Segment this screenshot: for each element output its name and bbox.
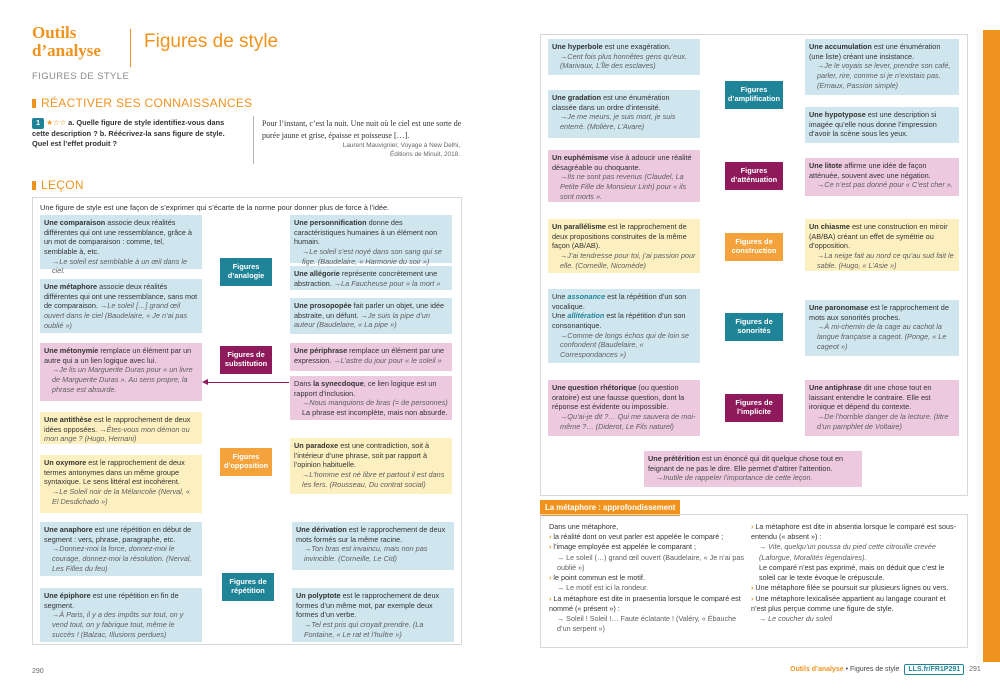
term: Un chiasme [809, 222, 850, 231]
def-prosopopee [290, 298, 452, 334]
exercise-question [32, 118, 242, 150]
heading-marker [32, 181, 36, 190]
m-example: → Le coucher du soleil [759, 613, 833, 623]
label-construction: Figures de construction [725, 233, 783, 261]
lls-link[interactable]: LLS.fr/FR1P291 [904, 664, 964, 675]
def: est le rapprochement de mots aux sonorités proches. [809, 303, 949, 322]
def-allegorie [290, 266, 452, 290]
quote-source-1: Laurent Mauvignier, Voyage à New Delhi, [342, 142, 460, 149]
def-litote [805, 158, 959, 196]
example: →J’ai tendresse pour toi, j’ai passion pour elle. (Corneille, Nicomède) [560, 250, 696, 270]
page-number-right: 291 [969, 666, 981, 673]
example: →Je me meurs, je suis mort, je suis enterré. (Molière, L’Avare) [560, 112, 676, 131]
footer-section: Outils d’analyse [790, 666, 844, 673]
pre: Dans [294, 379, 314, 388]
def: dit une chose tout en laissant entendre le contraire. Elle est ironique et dépend du contexte. [809, 383, 932, 412]
def: remplace un élément par un autre qui a un lien logique avec lui. [44, 346, 192, 365]
m-line: › La métaphore est dite in absentia lorsque le comparé est sous-entendu (« absent ») : [751, 522, 956, 542]
def: , ce lien logique est un rapport d’inclusion. [294, 379, 437, 398]
title-line-2: d’analyse [32, 40, 101, 60]
def-synecdoque [290, 376, 452, 420]
term: Une prosopopée [294, 301, 352, 310]
example: →Ils ne sont pas revenus (Claudel, La Petite Fille de Monsieur Linh) pour « ils sont morts ». [560, 172, 687, 201]
example: →À mi-chemin de la cage au cachot la langue française a cageot. (Ponge, « Le cageot ») [817, 322, 947, 351]
def-gradation [548, 90, 700, 138]
term: Une métonymie [44, 346, 99, 355]
def-derivation [292, 522, 454, 570]
label-analogie: Figures d’analogie [220, 258, 272, 286]
lecon-heading-text: LEÇON [41, 178, 84, 192]
label-substitution: Figures de substitution [220, 346, 272, 374]
def: est une description si imagée qu’elle nous donne l’impression d’avoir la scène sous les yeux. [809, 110, 937, 139]
label-opposition: Figures d’opposition [220, 448, 272, 476]
m-line: Le comparé n’est pas exprimé, mais on déduit que c’est le soleil car le texte évoque le crépuscule. [759, 562, 945, 583]
example: →Êtes-vous mon démon ou mon ange ? (Hugo, Hernani) [44, 424, 190, 444]
heading-marker [32, 99, 36, 108]
def: vise à adoucir une réalité désagréable ou choquante. [552, 153, 692, 172]
header-divider [130, 29, 131, 67]
term: Une personnification [294, 218, 367, 227]
def: est le rapprochement de deux idées opposées. [44, 415, 191, 434]
label-repetition: Figures de répétition [222, 573, 274, 601]
def: est une construction en miroir (AB/BA) créant un effet de symétrie ou d’opposition. [809, 222, 948, 251]
example: →Donnez-moi la force, donnez-moi le courage, donnez-moi la résolution. (Nerval, Les Filles du feu) [52, 544, 192, 573]
pre: Une [552, 311, 568, 321]
example: →À Paris, il y a des impôts sur tout, on y vend tout, on y fabrique tout, même le succès ! (Balzac, Illusions perdues) [52, 610, 184, 639]
m-example: → Le motif est ici la rondeur. [557, 583, 649, 593]
term: Un euphémisme [552, 153, 609, 162]
def: est le rapprochement de deux formes d’un même mot, par exemple deux formes d’un verbe. [296, 591, 440, 620]
def: est le rapprochement de deux termes antonymes dans un même groupe syntaxique. Le sens littéral est incohérent. [44, 458, 185, 487]
def-oxymore [40, 455, 202, 513]
def-periphrase [290, 343, 452, 371]
def-antiphrase [805, 380, 959, 436]
m-line: › la réalité dont on veut parler est appelée le comparé ; [549, 532, 724, 542]
example: →Je lis un Marguerite Duras pour « un livre de Marguerite Duras ». Au sens propre, la phrase est absurde. [52, 365, 193, 394]
term: Un polyptote [296, 591, 341, 600]
reactiver-heading [32, 96, 252, 112]
def-paradoxe [290, 438, 452, 494]
m-example: → Le soleil (…) grand œil ouvert (Baudelaire, « Je n’ai pas oublié ») [557, 552, 744, 572]
quote-source-2: Éditions de Minuit, 2018. [390, 150, 460, 158]
page-number-left: 290 [32, 668, 44, 675]
term: Une dérivation [296, 525, 347, 534]
quote-source [300, 142, 460, 160]
def-antithese [40, 412, 202, 444]
label-amplification: Figures d’amplification [725, 81, 783, 109]
lecon-heading [32, 178, 84, 194]
example: →Le soleil est semblable à un œil dans le ciel. [52, 256, 188, 276]
def-hypotypose [805, 107, 959, 143]
def: associe deux réalités différentes qui ont une ressemblance, grâce à un mot de comparaison : comme, tel, semblable à, etc. [44, 218, 192, 256]
def: est une contradiction, soit à l’intérieur d’une phrase, soit par rapport à l’opinion habituelle. [294, 441, 430, 470]
label-attenuation: Figures d’atténuation [725, 162, 783, 190]
def: remplace un élément par une expression. [294, 346, 445, 365]
example: →Je suis la pipe d’un auteur (Baudelaire, « La pipe ») [294, 310, 430, 330]
difficulty-stars: ★☆☆ [46, 118, 67, 127]
example: →De l’horrible danger de la lecture. (titre d’un pamphlet de Voltaire) [817, 411, 949, 431]
reactiver-heading-text: RÉACTIVER SES CONNAISSANCES [41, 96, 253, 110]
term: Une allégorie [294, 269, 340, 278]
term: Un oxymore [44, 458, 87, 467]
m-line: › Une métaphore filée se poursuit sur plusieurs lignes ou vers. [751, 583, 949, 593]
term: la synecdoque [313, 379, 364, 388]
m-text: le point commun est le motif. [553, 573, 645, 583]
def-paronomase [805, 300, 959, 356]
link-arrow [205, 382, 289, 383]
def: est une énumération classée dans un ordre d’intensité. [552, 93, 670, 112]
chapter-caps: FIGURES DE STYLE [32, 71, 130, 82]
m-text: l’image employée est appelée le comparant ; [553, 542, 697, 552]
term: Une anaphore [44, 525, 93, 534]
m-example: → Soleil ! Soleil !… Faute éclatante ! (Valéry, « Ébauche d’un serpent ») [557, 613, 737, 634]
m-text: La métaphore est dite in absentia lorsque le comparé est sous-entendu (« absent ») : [751, 522, 956, 542]
side-tab [983, 30, 1000, 662]
example: →Comme de longs échos qui de loin se confondent (Baudelaire, « Correspondances ») [560, 330, 689, 359]
def-metonymie [40, 343, 202, 401]
def-parallelisme [548, 219, 700, 273]
footer-right [790, 664, 981, 675]
def-anaphore [40, 522, 202, 576]
term: Une litote [809, 161, 843, 170]
example: →Ton bras est invaincu, mais non pas invincible. (Corneille, Le Cid) [304, 544, 428, 563]
def-polyptote [292, 588, 454, 642]
lesson-intro: Une figure de style est une façon de s’exprimer qui s’écarte de la norme pour donner plus de force à l’idée. [40, 203, 390, 212]
def: est une exagération. [602, 42, 671, 51]
footer-chapter: • Figures de style [843, 666, 900, 673]
def: est une répétition en fin de segment. [44, 591, 179, 610]
term: Une comparaison [44, 218, 106, 227]
example: →Nous manquions de bras (= de personnes) [302, 398, 448, 408]
m-line: › Une métaphore lexicalisée appartient au langage courant et n’est plus perçue comme une figure de style. [751, 593, 946, 613]
example: →Le soleil […] grand œil ouvert dans le ciel (Baudelaire, « Je n’ai pas oublié ») [44, 301, 188, 330]
term: Une métaphore [44, 282, 98, 291]
example: →La Faucheuse pour « la mort » [333, 278, 441, 288]
example: →Tel est pris qui croyait prendre. (La Fontaine, « Le rat et l’huître ») [304, 619, 424, 639]
section-title [32, 24, 101, 60]
m-line: › La métaphore est dite in praesentia lorsque le comparé est nommé (« présent ») : [549, 593, 741, 613]
def-sonorites [548, 289, 700, 363]
m-line: › le point commun est le motif. [549, 573, 645, 583]
example: →Je le voyais se lever, prendre son café, parler, rire, comme si je n’existais pas. (Ernaux, Passion simple) [817, 61, 951, 90]
label-implicite: Figures de l’implicite [725, 394, 783, 422]
metaphore-title: La métaphore : approfondissement [540, 500, 680, 516]
def: est le rapprochement de deux propositions construites de la même façon (AB/AB). [552, 222, 687, 251]
def-epiphore [40, 588, 202, 642]
def-question-rhetorique [548, 380, 700, 436]
term: Une épiphore [44, 591, 91, 600]
example: →La neige fait au nord ce qu’au sud fait le sable. (Hugo, « L’Asie ») [817, 250, 954, 270]
example: →Ce n’est pas donné pour « C’est cher ». [817, 180, 953, 190]
def: est un énoncé qui dit quelque chose tout en feignant de ne pas le dire. Elle permet d’attirer l’attention. [648, 454, 844, 473]
label-sonorites: Figures de sonorités [725, 313, 783, 341]
def: fait parler un objet, une idée abstraite, un défunt. [294, 301, 445, 320]
arrow-head [202, 379, 208, 385]
example: →L’astre du jour pour « le soleil » [333, 355, 442, 365]
def-comparaison [40, 215, 202, 276]
metaphore-col-2 [751, 522, 959, 624]
def-metaphore [40, 279, 202, 333]
m-text: Une métaphore filée se poursuit sur plusieurs lignes ou vers. [755, 583, 949, 593]
def-preterition [644, 451, 862, 487]
example: →Cent fois plus honnêtes gens qu’eux. (Marivaux, L’Île des esclaves) [560, 51, 687, 71]
def-accumulation [805, 39, 959, 95]
m-text: la réalité dont on veut parler est appelée le comparé ; [553, 532, 724, 542]
term: Un parallélisme [552, 222, 606, 231]
quote-divider [253, 116, 254, 164]
question-b: b. Réécrivez-la sans figure de style. Quel est l’effet produit ? [32, 128, 225, 149]
term: Une prétérition [648, 454, 700, 463]
term-assonance: assonance [567, 292, 606, 301]
example-note: La phrase est incomplète, mais non absurde. [302, 407, 448, 417]
def: est le rapprochement de deux mots formés sur la même racine. [296, 525, 446, 544]
term-alliteration: allitération [567, 311, 605, 321]
exercise-number: 1 [32, 118, 44, 129]
def: (ou question oratoire) est une fausse question, dont la réponse est évidente ou impossible. [552, 383, 685, 412]
def-hyperbole [548, 39, 700, 75]
def-assonance: est la répétition d’un son vocalique. [552, 292, 687, 311]
term: Un paradoxe [294, 441, 339, 450]
example: →L’homme est né libre et partout il est dans les fers. (Rousseau, Du contrat social) [302, 469, 445, 489]
term: Une antiphrase [809, 383, 862, 392]
term: Une antithèse [44, 415, 92, 424]
title-line-1: Outils [32, 23, 77, 42]
pre: Une [552, 292, 568, 301]
example: →Qu’ai-je dit ?… Qui me sauvera de moi-même ?… (Diderot, Le Fils naturel) [560, 411, 696, 431]
term: Une paronomase [809, 303, 869, 312]
def-chiasme [805, 219, 959, 271]
def: est une énumération (une liste) créant une insistance. [809, 42, 941, 61]
m-line: › l’image employée est appelée le comparant ; [549, 542, 697, 552]
example: →Inutile de rappeler l’importance de cette leçon. [656, 473, 813, 483]
example: →Le soleil s’est noyé dans son sang qui se fige. (Baudelaire, « Harmonie du soir ») [302, 246, 442, 266]
m-line: Dans une métaphore, [549, 522, 619, 531]
term: Une question rhétorique [552, 383, 637, 392]
m-text: La métaphore est dite in praesentia lorsque le comparé est nommé (« présent ») : [549, 593, 741, 613]
def: donne des caractéristiques humaines à un élément non humain. [294, 218, 438, 247]
m-example: → Vite, quelqu’un poussa du pied cette citrouille crevée (Laforgue, Moralités légendaires). [759, 542, 936, 562]
example: →Le Soleil noir de la Mélancolie (Nerval, « El Desdichado ») [52, 486, 190, 506]
def: associe deux réalités différentes qui ont une ressemblance, sans mot de comparaison. [44, 282, 198, 311]
def: affirme une idée de façon atténuée, souvent avec une négation. [809, 161, 931, 180]
chapter-title: Figures de style [144, 31, 279, 52]
question-a: a. Quelle figure de style identifiez-vous dans cette description ? [32, 118, 225, 138]
term: Une hypotypose [809, 110, 866, 119]
def-personnification [290, 215, 452, 266]
metaphore-col-1 [549, 522, 745, 634]
def-alliteration: est la répétition d’un son consonantique. [552, 311, 686, 330]
quote-text: Pour l’instant, c’est la nuit. Une nuit où le ciel est une sorte de purée jaune et grise, épaisse et poisseuse […]. [262, 119, 462, 140]
term: Une accumulation [809, 42, 872, 51]
term: Une hyperbole [552, 42, 603, 51]
def: est une répétition en début de segment : vers, phrase, paragraphe, etc. [44, 525, 192, 544]
term: Une gradation [552, 93, 602, 102]
m-text: Une métaphore lexicalisée appartient au langage courant et n’est plus perçue comme une figure de style. [751, 593, 946, 613]
def-euphemisme [548, 150, 700, 202]
def: représente concrètement une abstraction. [294, 269, 438, 288]
term: Une périphrase [294, 346, 348, 355]
